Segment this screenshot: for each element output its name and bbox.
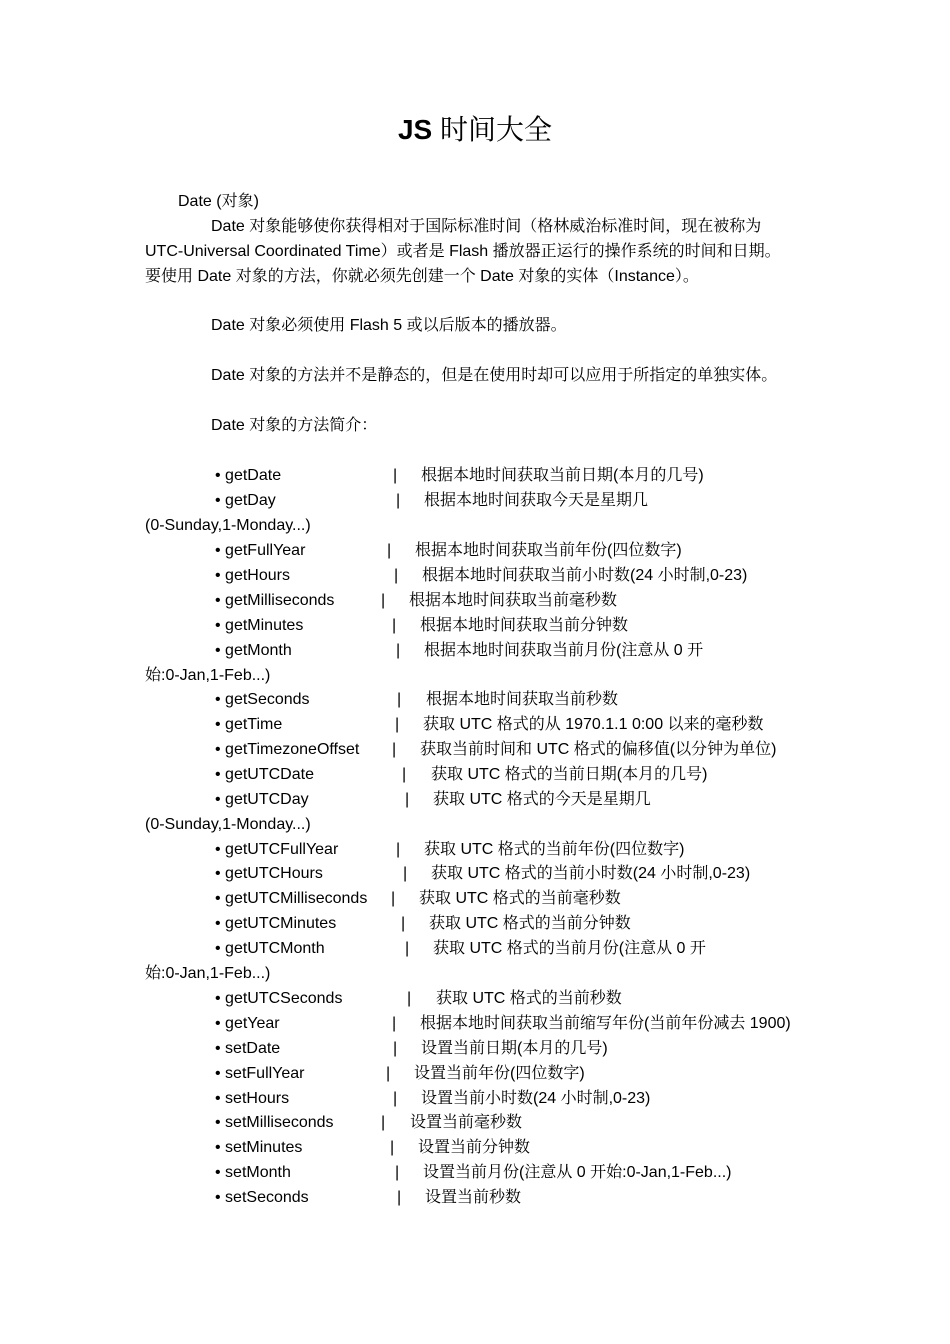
method-name: • getMonth	[215, 642, 292, 659]
column-separator: |	[403, 865, 408, 882]
title-latin: JS	[397, 114, 433, 145]
column-separator: |	[392, 741, 397, 758]
method-name: • getUTCMinutes	[215, 915, 337, 932]
column-separator: |	[393, 1090, 398, 1107]
column-separator: |	[401, 915, 406, 932]
column-separator: |	[396, 841, 401, 858]
method-name: • getUTCSeconds	[215, 990, 343, 1007]
method-description: 获取 UTC 格式的当前月份(注意从 0 开	[433, 940, 706, 957]
method-name: • setHours	[215, 1090, 290, 1107]
method-description: 获取 UTC 格式的当前毫秒数	[419, 890, 621, 907]
method-name: • getSeconds	[215, 691, 310, 708]
method-description: 根据本地时间获取当前月份(注意从 0 开	[424, 642, 704, 659]
column-separator: |	[407, 990, 412, 1007]
intro-paragraph-line-1: Date 对象能够使你获得相对于国际标准时间（格林威治标准时间，现在被称为	[211, 218, 762, 235]
column-separator: |	[405, 791, 410, 808]
method-description: 设置当前月份(注意从 0 开始:0-Jan,1-Feb...)	[423, 1164, 732, 1181]
intro-paragraph-line-2: UTC-Universal Coordinated Time）或者是 Flash 播放器正运行的操作系统的时间和日期。	[145, 243, 781, 260]
method-name: • getTimezoneOffset	[215, 741, 360, 758]
column-separator: |	[395, 1164, 400, 1181]
method-description: 获取 UTC 格式的当前秒数	[436, 990, 622, 1007]
method-name: • getMilliseconds	[215, 592, 335, 609]
column-separator: |	[387, 542, 392, 559]
method-description: 根据本地时间获取今天是星期几	[424, 492, 649, 509]
method-description: 根据本地时间获取当前年份(四位数字)	[415, 542, 682, 559]
method-name: • getUTCMonth	[215, 940, 325, 957]
method-description: 根据本地时间获取当前日期(本月的几号)	[421, 467, 704, 484]
method-description: 获取 UTC 格式的当前分钟数	[429, 915, 631, 932]
method-static-paragraph: Date 对象的方法并不是静态的，但是在使用时却可以应用于所指定的单独实体。	[211, 367, 778, 384]
method-name: • setMonth	[215, 1164, 291, 1181]
column-separator: |	[392, 1015, 397, 1032]
method-name: • getUTCDay	[215, 791, 309, 808]
column-separator: |	[396, 642, 401, 659]
column-separator: |	[396, 492, 401, 509]
intro-paragraph-line-3: 要使用 Date 对象的方法，你就必须先创建一个 Date 对象的实体（Instance）。	[145, 268, 699, 285]
column-separator: |	[381, 592, 386, 609]
method-name: • setFullYear	[215, 1065, 305, 1082]
method-description: 设置当前分钟数	[418, 1139, 531, 1156]
method-description: 获取 UTC 格式的从 1970.1.1 0:00 以来的毫秒数	[423, 716, 764, 733]
method-description: 设置当前日期(本月的几号)	[421, 1040, 608, 1057]
flash-version-paragraph: Date 对象必须使用 Flash 5 或以后版本的播放器。	[211, 317, 567, 334]
method-description: 设置当前年份(四位数字)	[414, 1065, 585, 1082]
method-description: 根据本地时间获取当前小时数(24 小时制,0-23)	[422, 567, 748, 584]
method-name: • getUTCDate	[215, 766, 314, 783]
column-separator: |	[381, 1114, 386, 1131]
column-separator: |	[391, 890, 396, 907]
method-description-continuation: (0-Sunday,1-Monday...)	[145, 816, 311, 833]
method-description: 设置当前毫秒数	[410, 1114, 523, 1131]
method-name: • getYear	[215, 1015, 280, 1032]
method-description: 获取当前时间和 UTC 格式的偏移值(以分钟为单位)	[420, 741, 777, 758]
column-separator: |	[394, 567, 399, 584]
method-description: 获取 UTC 格式的当前日期(本月的几号)	[431, 766, 708, 783]
column-separator: |	[405, 940, 410, 957]
method-name: • getUTCHours	[215, 865, 323, 882]
method-name: • getDate	[215, 467, 282, 484]
method-description: 设置当前小时数(24 小时制,0-23)	[421, 1090, 651, 1107]
column-separator: |	[397, 691, 402, 708]
method-summary-heading: Date 对象的方法简介：	[211, 417, 378, 434]
method-description: 根据本地时间获取当前秒数	[426, 691, 619, 708]
column-separator: |	[395, 716, 400, 733]
column-separator: |	[386, 1065, 391, 1082]
section-heading: Date (对象)	[178, 193, 259, 210]
page-title	[0, 113, 950, 147]
method-name: • setMinutes	[215, 1139, 303, 1156]
method-description-continuation: (0-Sunday,1-Monday...)	[145, 517, 311, 534]
title-chinese: 时间大全	[432, 114, 553, 145]
column-separator: |	[392, 617, 397, 634]
method-name: • setSeconds	[215, 1189, 309, 1206]
method-description-continuation: 始:0-Jan,1-Feb...)	[145, 667, 271, 684]
method-description: 根据本地时间获取当前毫秒数	[409, 592, 618, 609]
method-description: 根据本地时间获取当前分钟数	[420, 617, 629, 634]
method-name: • getTime	[215, 716, 283, 733]
method-name: • setMilliseconds	[215, 1114, 334, 1131]
column-separator: |	[402, 766, 407, 783]
method-name: • getUTCFullYear	[215, 841, 339, 858]
method-description: 设置当前秒数	[425, 1189, 522, 1206]
method-name: • getDay	[215, 492, 276, 509]
column-separator: |	[393, 467, 398, 484]
method-name: • setDate	[215, 1040, 281, 1057]
column-separator: |	[393, 1040, 398, 1057]
method-description: 获取 UTC 格式的当前年份(四位数字)	[424, 841, 685, 858]
method-description-continuation: 始:0-Jan,1-Feb...)	[145, 965, 271, 982]
column-separator: |	[390, 1139, 395, 1156]
method-description: 根据本地时间获取当前缩写年份(当前年份减去 1900)	[420, 1015, 791, 1032]
method-description: 获取 UTC 格式的当前小时数(24 小时制,0-23)	[431, 865, 751, 882]
method-name: • getHours	[215, 567, 290, 584]
method-name: • getUTCMilliseconds	[215, 890, 368, 907]
method-description: 获取 UTC 格式的今天是星期几	[433, 791, 651, 808]
column-separator: |	[397, 1189, 402, 1206]
method-name: • getFullYear	[215, 542, 306, 559]
method-name: • getMinutes	[215, 617, 304, 634]
